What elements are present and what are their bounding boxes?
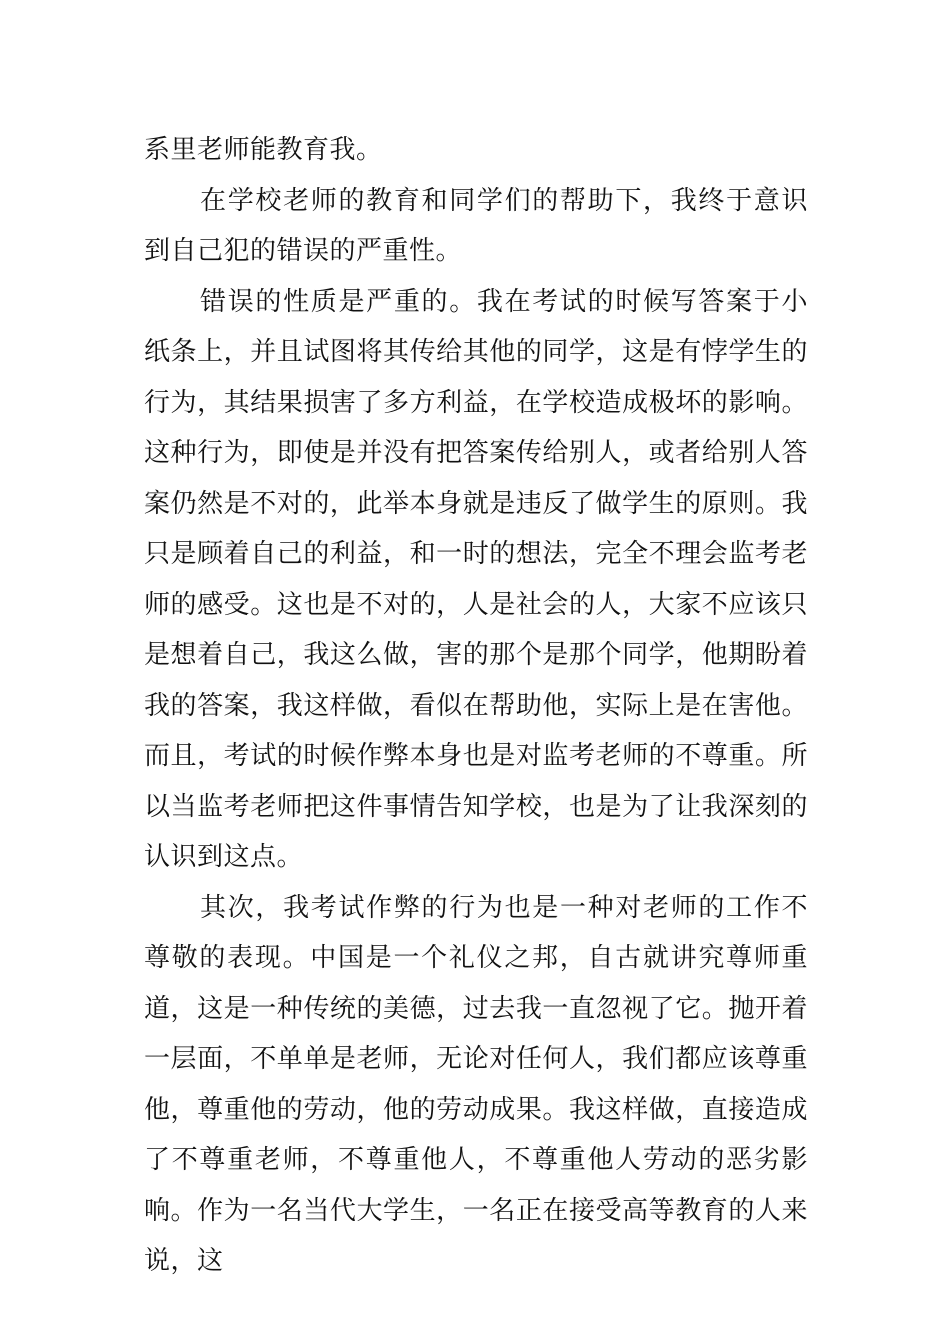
paragraph-continuation: 系里老师能教育我。: [144, 135, 383, 165]
paragraph: 其次，我考试作弊的行为也是一种对老师的工作不尊敬的表现。中国是一个礼仪之邦，自古就讲究尊师重道，这是一种传统的美德，过去我一直忽视了它。抛开着一层面，不单单是老师，无论对任何人，我们都应该尊重他，尊重他的劳动，他的劳动成果。我这样做，直接造成了不尊重老师，不尊重他人，不尊重他人劳动的恶劣影响。作为一名当代大学生，一名正在接受高等教育的人来说，这: [144, 892, 808, 1276]
paragraph: 在学校老师的教育和同学们的帮助下，我终于意识到自己犯的错误的严重性。: [144, 185, 808, 266]
document-body: [144, 125, 808, 1287]
paragraph: 错误的性质是严重的。我在考试的时候写答案于小纸条上，并且试图将其传给其他的同学，这是有悖学生的行为，其结果损害了多方利益，在学校造成极坏的影响。这种行为，即使是并没有把答案传给别人，或者给别人答案仍然是不对的，此举本身就是违反了做学生的原则。我只是顾着自己的利益，和一时的想法，完全不理会监考老师的感受。这也是不对的，人是社会的人，大家不应该只是想着自己，我这么做，害的那个是那个同学，他期盼着我的答案，我这样做，看似在帮助他，实际上是在害他。而且，考试的时候作弊本身也是对监考老师的不尊重。所以当监考老师把这件事情告知学校，也是为了让我深刻的认识到这点。: [144, 286, 808, 872]
